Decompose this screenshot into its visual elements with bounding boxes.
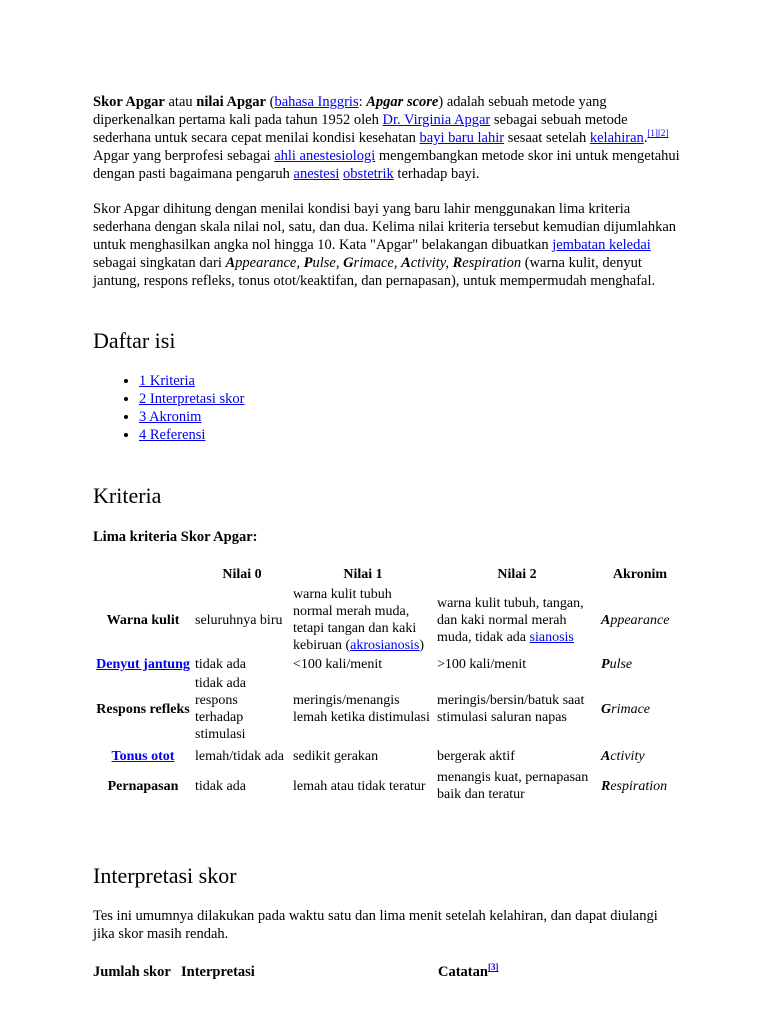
link-kelahiran[interactable]: kelahiran — [589, 130, 644, 146]
table-row — [93, 674, 681, 744]
link-bahasa-inggris[interactable]: bahasa Inggris — [274, 94, 359, 110]
value-cell: bergerak aktif — [437, 748, 515, 764]
value-cell: lemah/tidak ada — [195, 748, 285, 764]
ref-link-3[interactable]: [3] — [487, 962, 499, 972]
acronym-cell: Respiration — [601, 778, 668, 794]
toc-item — [139, 390, 245, 408]
toc-link-akronim[interactable]: 3 Akronim — [139, 409, 202, 425]
acronym-cell: Pulse — [601, 657, 633, 672]
col-header-jumlah-skor: Jumlah skor — [93, 964, 171, 980]
intro-paragraph-2: Skor Apgar dihitung dengan menilai kondisi bayi yang baru lahir menggunakan lima kriteria sederhana dengan skala nilai nol, satu, dan dua. Kelima nilai kriteria tersebut kemudian dijumlahkan untuk menghasilkan angka nol hingga 10. Kata "Apgar" belakangan dibuatkan jembatan keledai sebagai singkatan dari Appearance, Pulse, Grimace, Activity, Respiration (warna kulit, denyut jantung, respons refleks, tonus otot/keaktifan, dan pernapasan), untuk mempermudah menghafal. — [93, 201, 677, 289]
table-row — [93, 655, 681, 674]
toc-item — [139, 408, 245, 426]
link-virginia-apgar[interactable]: Dr. Virginia Apgar — [382, 112, 491, 128]
value-cell: tidak ada — [195, 778, 246, 794]
acronym-cell: Activity — [601, 748, 645, 764]
interpretasi-heading: Interpretasi skor — [93, 863, 237, 888]
header-cell: Nilai 1 — [343, 566, 383, 582]
value-cell: meringis/bersin/batuk saat stimulasi saluran napas — [437, 693, 585, 725]
link-jembatan-keledai[interactable]: jembatan keledai — [552, 237, 651, 253]
apgar-criteria-table — [93, 563, 681, 804]
header-cell — [93, 563, 193, 585]
acronym-cell: Grimace — [601, 701, 651, 717]
header-cell: Nilai 2 — [497, 566, 537, 582]
kriteria-heading: Kriteria — [93, 483, 162, 508]
link-denyut-jantung[interactable]: Denyut jantung — [96, 657, 190, 672]
value-cell: warna kulit tubuh normal merah muda, tetapi tangan dan kaki kebiruan (akrosianosis) — [293, 587, 425, 653]
kriteria-subtitle: Lima kriteria Skor Apgar: — [93, 529, 258, 545]
criterion-cell: Warna kulit — [106, 612, 180, 628]
criterion-cell — [93, 744, 193, 768]
header-cell: Akronim — [612, 566, 668, 582]
toc-link-kriteria[interactable]: 1 Kriteria — [139, 373, 195, 389]
table-row — [93, 744, 681, 768]
toc-heading: Daftar isi — [93, 328, 176, 353]
term-apgar-score: Apgar score — [366, 94, 439, 110]
value-cell: >100 kali/menit — [437, 657, 527, 672]
link-tonus-otot[interactable]: Tonus otot — [111, 748, 175, 764]
value-cell: warna kulit tubuh, tangan, dan kaki normal merah muda, tidak ada sianosis — [437, 595, 584, 645]
toc-link-referensi[interactable]: 4 Referensi — [139, 427, 206, 443]
link-akrosianosis[interactable]: akrosianosis — [350, 638, 420, 653]
term-nilai-apgar: nilai Apgar — [196, 94, 266, 110]
link-obstetrik[interactable]: obstetrik — [343, 166, 394, 182]
table-header-row — [93, 563, 681, 585]
toc-item — [139, 372, 245, 390]
criterion-cell: Pernapasan — [107, 778, 179, 794]
value-cell: menangis kuat, pernapasan baik dan teratur — [437, 770, 589, 802]
col-header-catatan: Catatan[3] — [438, 962, 499, 980]
criterion-cell: Respons refleks — [96, 701, 190, 717]
intro-paragraph-1: Skor Apgar atau nilai Apgar (bahasa Inggris: Apgar score) adalah sebuah metode yang diperkenalkan pertama kali pada tahun 1952 oleh Dr. Virginia Apgar sebagai sebuah metode sederhana untuk secara cepat menilai kondisi kesehatan bayi baru lahir sesaat setelah kelahiran.[1][2] Apgar yang berprofesi sebagai ahli anestesiologi mengembangkan metode skor ini untuk mengetahui dengan pasti bagaimana pengaruh anestesi obstetrik terhadap bayi. — [93, 94, 680, 182]
ref-link-1[interactable]: [1] — [647, 128, 658, 138]
value-cell: tidak ada — [195, 657, 246, 672]
toc-list — [93, 372, 245, 444]
criterion-cell — [93, 655, 193, 674]
link-anestesi[interactable]: anestesi — [293, 166, 340, 182]
link-sianosis[interactable]: sianosis — [529, 629, 574, 645]
link-bayi-baru-lahir[interactable]: bayi baru lahir — [419, 130, 505, 146]
value-cell: lemah atau tidak teratur — [293, 778, 426, 794]
ref-link-2[interactable]: [2] — [657, 128, 669, 138]
toc-item — [139, 426, 245, 444]
value-cell: meringis/menangis lemah ketika distimulasi — [293, 693, 430, 725]
link-ahli-anestesiologi[interactable]: ahli anestesiologi — [274, 148, 376, 164]
acronym-cell: Appearance — [601, 612, 670, 628]
term-skor-apgar: Skor Apgar — [93, 94, 165, 110]
toc-link-interpretasi[interactable]: 2 Interpretasi skor — [139, 391, 245, 407]
value-cell: <100 kali/menit — [293, 657, 383, 672]
table-row — [93, 768, 681, 804]
col-header-interpretasi: Interpretasi — [181, 964, 255, 980]
value-cell: sedikit gerakan — [293, 748, 379, 764]
table-row — [93, 585, 681, 655]
value-cell: seluruhnya biru — [195, 612, 283, 628]
header-cell: Nilai 0 — [222, 566, 262, 582]
interpretasi-paragraph: Tes ini umumnya dilakukan pada waktu satu dan lima menit setelah kelahiran, dan dapat diulangi jika skor masih rendah. — [93, 908, 658, 942]
value-cell: tidak ada respons terhadap stimulasi — [195, 676, 246, 742]
